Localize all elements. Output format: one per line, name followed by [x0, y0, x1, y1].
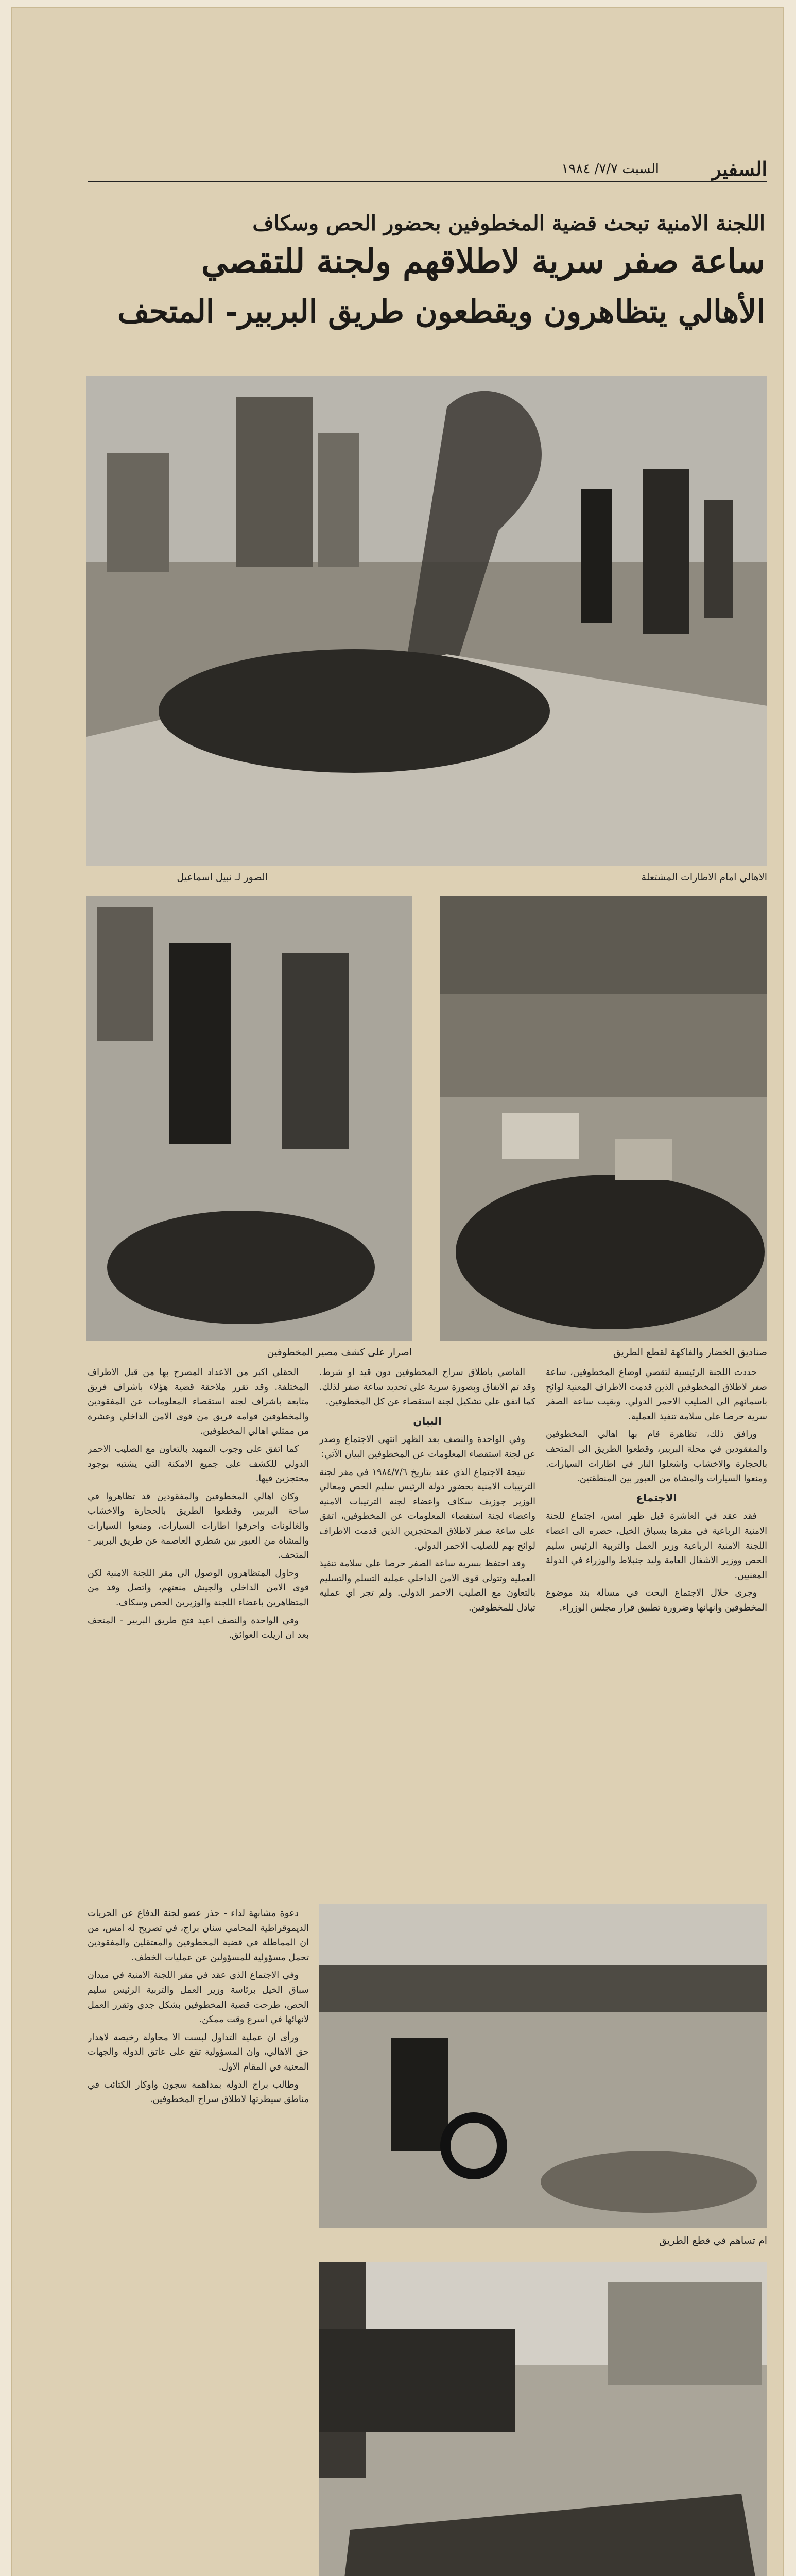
paragraph: نتيجة الاجتماع الذي عقد بتاريخ ١٩٨٤/٧/٦ في مقر لجنة الترتيبات الامنية بحضور دولة الرئيس سليم الحص ومعالي الوزير جوزيف سكاف واعضاء لجنة الترتيبات الامنية واعضاء لجنة استقصاء المعلومات عن المخطوفين، اتفق على ساعة صفر لاطلاق المحتجزين الذين قدمت الاطراف لوائح بهم للصليب الاحمر الدولي. — [319, 1467, 535, 1551]
article-column-left — [88, 1365, 309, 1896]
paragraph: دعوة مشابهة لداء - حذر عضو لجنة الدفاع عن الحريات الديموقراطية المحامي سنان براج، في تصريح له امس، من ان المماطلة في قضية المخطوفين والمعتقلين والمفقودين تحمل مسؤولية للمسؤولين عن عمليات الخطف. — [88, 1908, 309, 1963]
photo-women-protest — [86, 896, 412, 1341]
crates-photo-drawing — [440, 896, 767, 1341]
paragraph: الحقلي اكبر من الاعداد المصرح بها من قبل الاطراف المختلفة. وقد تقرر ملاحقة قضية هؤلاء باشراف فريق متابعة باشراف لجنة استقصاء المعلومات عن المفقودين والمخطوفين قوامه فريق من قوى الامن الداخلي وعشرة من ممثلي اهالي المخطوفين. — [88, 1367, 309, 1437]
paragraph: وطالب براج الدولة بمداهمة سجون واوكار الكتائب في مناطق سيطرتها لاطلاق سراح المخطوفين. — [88, 2079, 309, 2105]
photo-tire-mother — [319, 1904, 767, 2228]
issue-date: السبت ٧/٧/ ١٩٨٤ — [561, 161, 659, 177]
paragraph: وفي الواحدة والنصف اعيد فتح طريق البربير - المتحف بعد ان ازيلت العوائق. — [88, 1615, 309, 1641]
paragraph: وفي الاجتماع الذي عقد في مقر اللجنة الامنية في ميدان سباق الخيل برئاسة وزير العمل والتربية الرئيس سليم الحص، طرحت قضية المخطوفين بشكل جدي وتقرر العمل لانهائها في اسرع وقت ممكن. — [88, 1970, 309, 2025]
caption-lower: ام تساهم في قطع الطريق — [659, 2235, 767, 2246]
subheading: البيان — [413, 1414, 442, 1427]
paragraph: فقد عقد في العاشرة قبل ظهر امس، اجتماع للجنة الامنية الرباعية في مقرها بسباق الخيل، حضره الى اعضاء اللجنة الامنية الرباعية وزير العمل والتربية الرئيس سليم الحص ووزير الاشغال العامة وليد جنبلاط والوزراء في الدولة المعنيين. — [546, 1511, 767, 1581]
women-photo-drawing — [86, 896, 412, 1341]
caption-mid-left: اصرار على كشف مصير المخطوفين — [267, 1347, 412, 1358]
caption-mid-right: صناديق الخضار والفاكهة لقطع الطريق — [613, 1347, 767, 1358]
caption-top-photo: الاهالي امام الاطارات المشتعلة — [641, 872, 767, 883]
photo-crates-roadblock — [440, 896, 767, 1341]
masthead — [88, 157, 767, 182]
paragraph: وفي الواحدة والنصف بعد الظهر انتهى الاجتماع وصدر عن لجنة استقصاء المعلومات عن المخطوفين البيان الآتي: — [319, 1434, 535, 1460]
paragraph: وحاول المتظاهرون الوصول الى مقر اللجنة الامنية لكن قوى الامن الداخلي والجيش منعتهم، واتصل وفد من المتظاهرين باعضاء اللجنة والوزيرين الحص وسكاف. — [88, 1568, 309, 1608]
article-column-middle — [319, 1365, 535, 1875]
paragraph: كما اتفق على وجوب التمهيد بالتعاون مع الصليب الاحمر الدولي للكشف على جميع الامكنة التي يشتبه بوجود محتجزين فيها. — [88, 1444, 309, 1484]
article-column-lower-left — [88, 1906, 309, 2576]
headline-kicker: اللجنة الامنية تبحث قضية المخطوفين بحضور الحص وسكاف — [252, 211, 765, 235]
photo-street-debris — [319, 2262, 767, 2576]
paragraph: وقد احتفظ بسرية ساعة الصفر حرصا على سلامة تنفيذ العملية وتتولى قوى الامن الداخلي عملية التسلم والتسليم بالتعاون مع الصليب الاحمر الدولي. ولم تجر اي عملية تبادل للمخطوفين. — [319, 1558, 535, 1613]
article-column-right — [546, 1365, 767, 1875]
headline-sub: الأهالي يتظاهرون ويقطعون طريق البربير- المتحف — [117, 294, 765, 330]
paragraph: ورافق ذلك، تظاهرة قام بها اهالي المخطوفين والمفقودين في محلة البربير، وقطعوا الطريق الى المتحف بالحجارة والاخشاب واشعلوا النار في اطارات السيارات. ومنعوا السيارات والمشاة من العبور بين المنطقتين. — [546, 1429, 767, 1484]
caption-photo-credit: الصور لـ نبيل اسماعيل — [177, 872, 268, 883]
headline-main: ساعة صفر سرية لاطلاقهم ولجنة للتقصي — [201, 242, 765, 281]
paragraph: حددت اللجنة الرئيسية لتقصي اوضاع المخطوفين، ساعة صفر لاطلاق المخطوفين الذين قدمت الاطراف المعنية لوائح باسمائهم الى الصليب الاحمر الدولي. وبقيت ساعة الصفر سرية حرصا على سلامة تنفيذ العملية. — [546, 1367, 767, 1422]
photo-burning-tires — [86, 376, 767, 866]
newspaper-name: السفير — [712, 157, 767, 180]
street-photo-drawing — [319, 2262, 767, 2576]
subheading: الاجتماع — [636, 1491, 677, 1504]
protest-photo-drawing — [86, 376, 767, 866]
tire-photo-drawing — [319, 1904, 767, 2228]
paragraph: وكان اهالي المخطوفين والمفقودين قد تظاهروا في ساحة البربير، وقطعوا الطريق بالحجارة والاخشاب والغالونات واحرقوا اطارات السيارات، ومنعوا السيارات والمشاة من العبور بين شطري العاصمة عن طريق البربير - المتحف. — [88, 1491, 309, 1561]
paragraph: القاضي باطلاق سراح المخطوفين دون قيد او شرط. وقد تم الاتفاق وبصورة سرية على تحديد ساعة صفر لذلك. كما اتفق على تشكيل لجنة استقصاء عن كل المخطوفين. — [319, 1367, 535, 1408]
paragraph: وجرى خلال الاجتماع البحث في مسالة بند موضوع المخطوفين وانهائها وضرورة تطبيق قرار مجلس الوزراء. — [546, 1588, 767, 1613]
paragraph: ورأى ان عملية التداول لبست الا محاولة رخيصة لاهدار حق الاهالي، وان المسؤولية تقع على عاتق الدولة والجهات المعنية في المقام الاول. — [88, 2032, 309, 2072]
